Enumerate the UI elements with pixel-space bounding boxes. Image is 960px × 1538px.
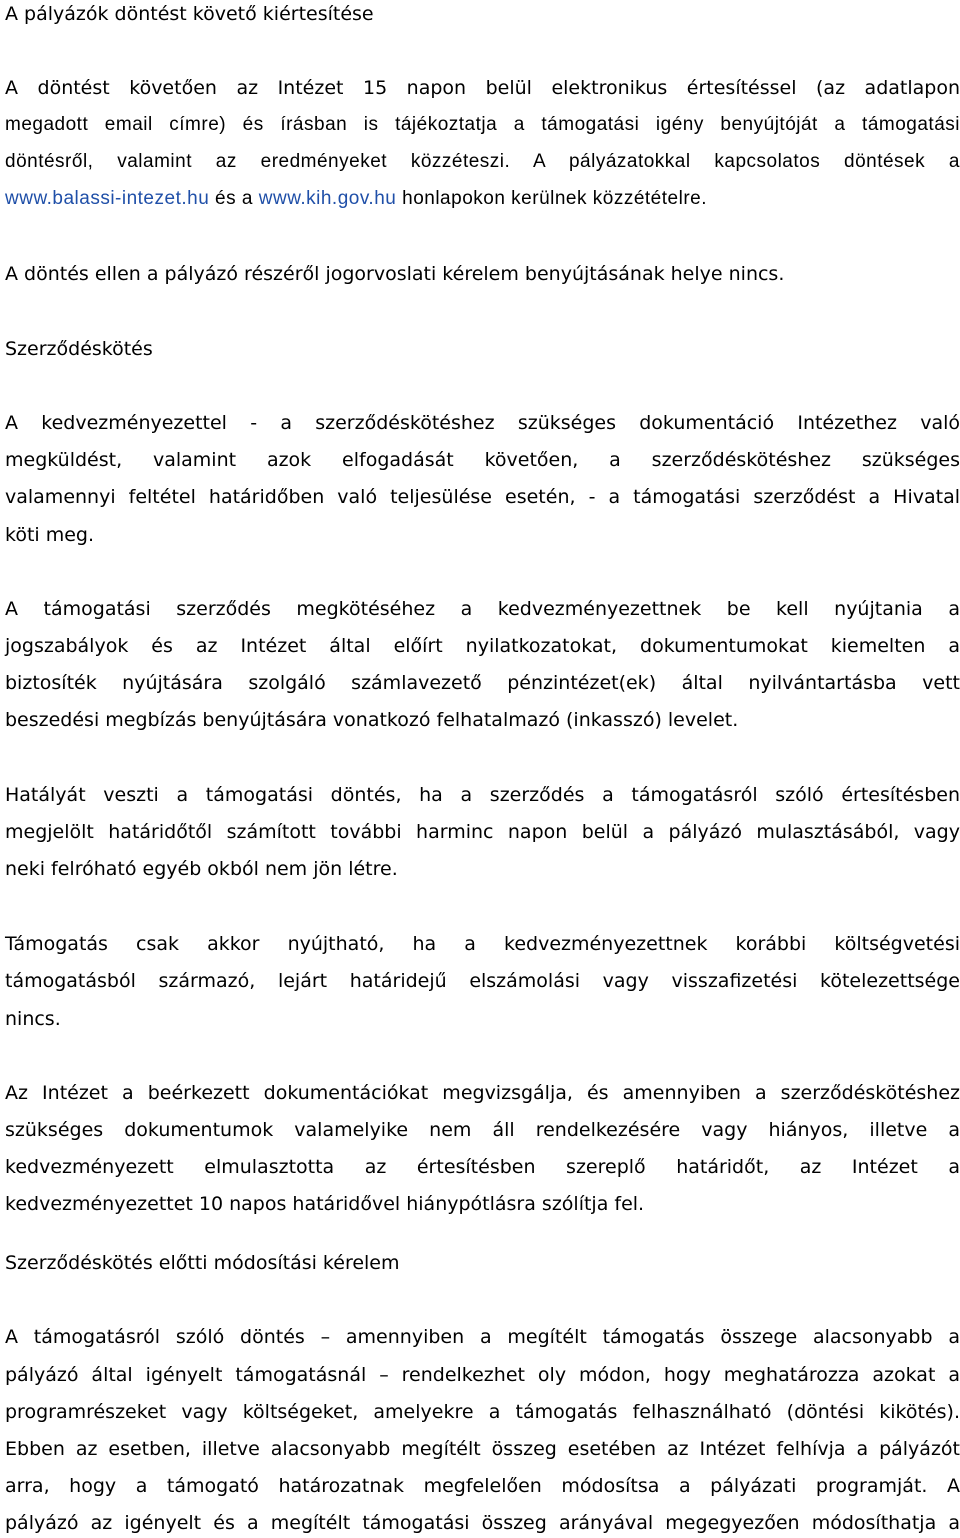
paragraph-line: köti meg. — [5, 524, 95, 546]
paragraph-line: A támogatási szerződés megkötéséhez a kedvezményezettnek be kell nyújtania a — [5, 598, 960, 620]
paragraph-line: Hatályát veszti a támogatási döntés, ha a szerződés a támogatásról szóló értesítésben — [5, 784, 960, 806]
paragraph-line: pályázó által igényelt támogatásnál – rendelkezhet oly módon, hogy meghatározza azokat a — [5, 1364, 960, 1386]
balassi-intezet-link[interactable]: www.balassi-intezet.hu — [5, 188, 210, 209]
paragraph-line: A támogatásról szóló döntés – amennyiben a megítélt támogatás összege alacsonyabb a — [5, 1326, 960, 1348]
link-trailing-text: honlapokon kerülnek közzétételre. — [396, 188, 707, 209]
heading-pre-contract-modification: Szerződéskötés előtti módosítási kérelem — [5, 1252, 400, 1274]
paragraph-line: jogszabályok és az Intézet által előírt nyilatkozatokat, dokumentumokat kiemelten a — [5, 635, 960, 657]
paragraph-line: kedvezményezett elmulasztotta az értesítésben szereplő határidőt, az Intézet a — [5, 1156, 960, 1178]
paragraph-line: Az Intézet a beérkezett dokumentációkat megvizsgálja, és amennyiben a szerződéskötéshez — [5, 1082, 960, 1104]
paragraph-line: Ebben az esetben, illetve alacsonyabb megítélt összeg esetében az Intézet felhívja a pályázót — [5, 1438, 960, 1460]
paragraph-line: kedvezményezettet 10 napos határidővel hiánypótlásra szólítja fel. — [5, 1193, 645, 1215]
paragraph-line: nincs. — [5, 1008, 61, 1030]
paragraph-line: biztosíték nyújtására szolgáló számlavezető pénzintézet(ek) által nyilvántartásba vett — [5, 672, 960, 694]
paragraph-line: megjelölt határidőtől számított további harminc napon belül a pályázó mulasztásából, vagy — [5, 821, 960, 843]
link-connector-text: és a — [209, 188, 259, 209]
paragraph-line: szükséges dokumentumok valamelyike nem áll rendelkezésére vagy hiányos, illetve a — [5, 1119, 960, 1141]
paragraph-line: döntésről, valamint az eredményeket közzéteszi. A pályázatokkal kapcsolatos döntések a — [5, 151, 960, 172]
paragraph-line: arra, hogy a támogató határozatnak megfelelően módosítsa a pályázati programját. A — [5, 1475, 960, 1497]
paragraph-line: megadott email címre) és írásban is tájékoztatja a támogatási igény benyújtóját a támogatási — [5, 114, 960, 135]
paragraph-line: támogatásból származó, lejárt határidejű elszámolási vagy visszafizetési kötelezettsége — [5, 970, 960, 992]
paragraph-line: pályázó az igényelt és a megítélt támogatási összeg arányával megegyezően módosíthatja a — [5, 1512, 960, 1534]
paragraph-line-with-links — [5, 188, 960, 212]
kih-gov-link[interactable]: www.kih.gov.hu — [258, 188, 397, 209]
paragraph-line: beszedési megbízás benyújtására vonatkozó felhatalmazó (inkasszó) levelet. — [5, 709, 739, 731]
heading-applicant-notification: A pályázók döntést követő kiértesítése — [5, 3, 374, 25]
paragraph-line: A döntést követően az Intézet 15 napon belül elektronikus értesítéssel (az adatlapon — [5, 77, 960, 99]
paragraph-line: megküldést, valamint azok elfogadását követően, a szerződéskötéshez szükséges — [5, 449, 960, 471]
paragraph-line: programrészeket vagy költségeket, amelyekre a támogatás felhasználható (döntési kikötés). — [5, 1401, 960, 1423]
paragraph-no-appeal: A döntés ellen a pályázó részéről jogorvoslati kérelem benyújtásának helye nincs. — [5, 263, 785, 285]
paragraph-line: Támogatás csak akkor nyújtható, ha a kedvezményezettnek korábbi költségvetési — [5, 933, 960, 955]
paragraph-line: valamennyi feltétel határidőben való teljesülése esetén, - a támogatási szerződést a Hivatal — [5, 486, 960, 508]
heading-contract-signing: Szerződéskötés — [5, 338, 153, 360]
paragraph-line: A kedvezményezettel - a szerződéskötéshez szükséges dokumentáció Intézethez való — [5, 412, 960, 434]
paragraph-line: neki felróható egyéb okból nem jön létre. — [5, 858, 398, 880]
